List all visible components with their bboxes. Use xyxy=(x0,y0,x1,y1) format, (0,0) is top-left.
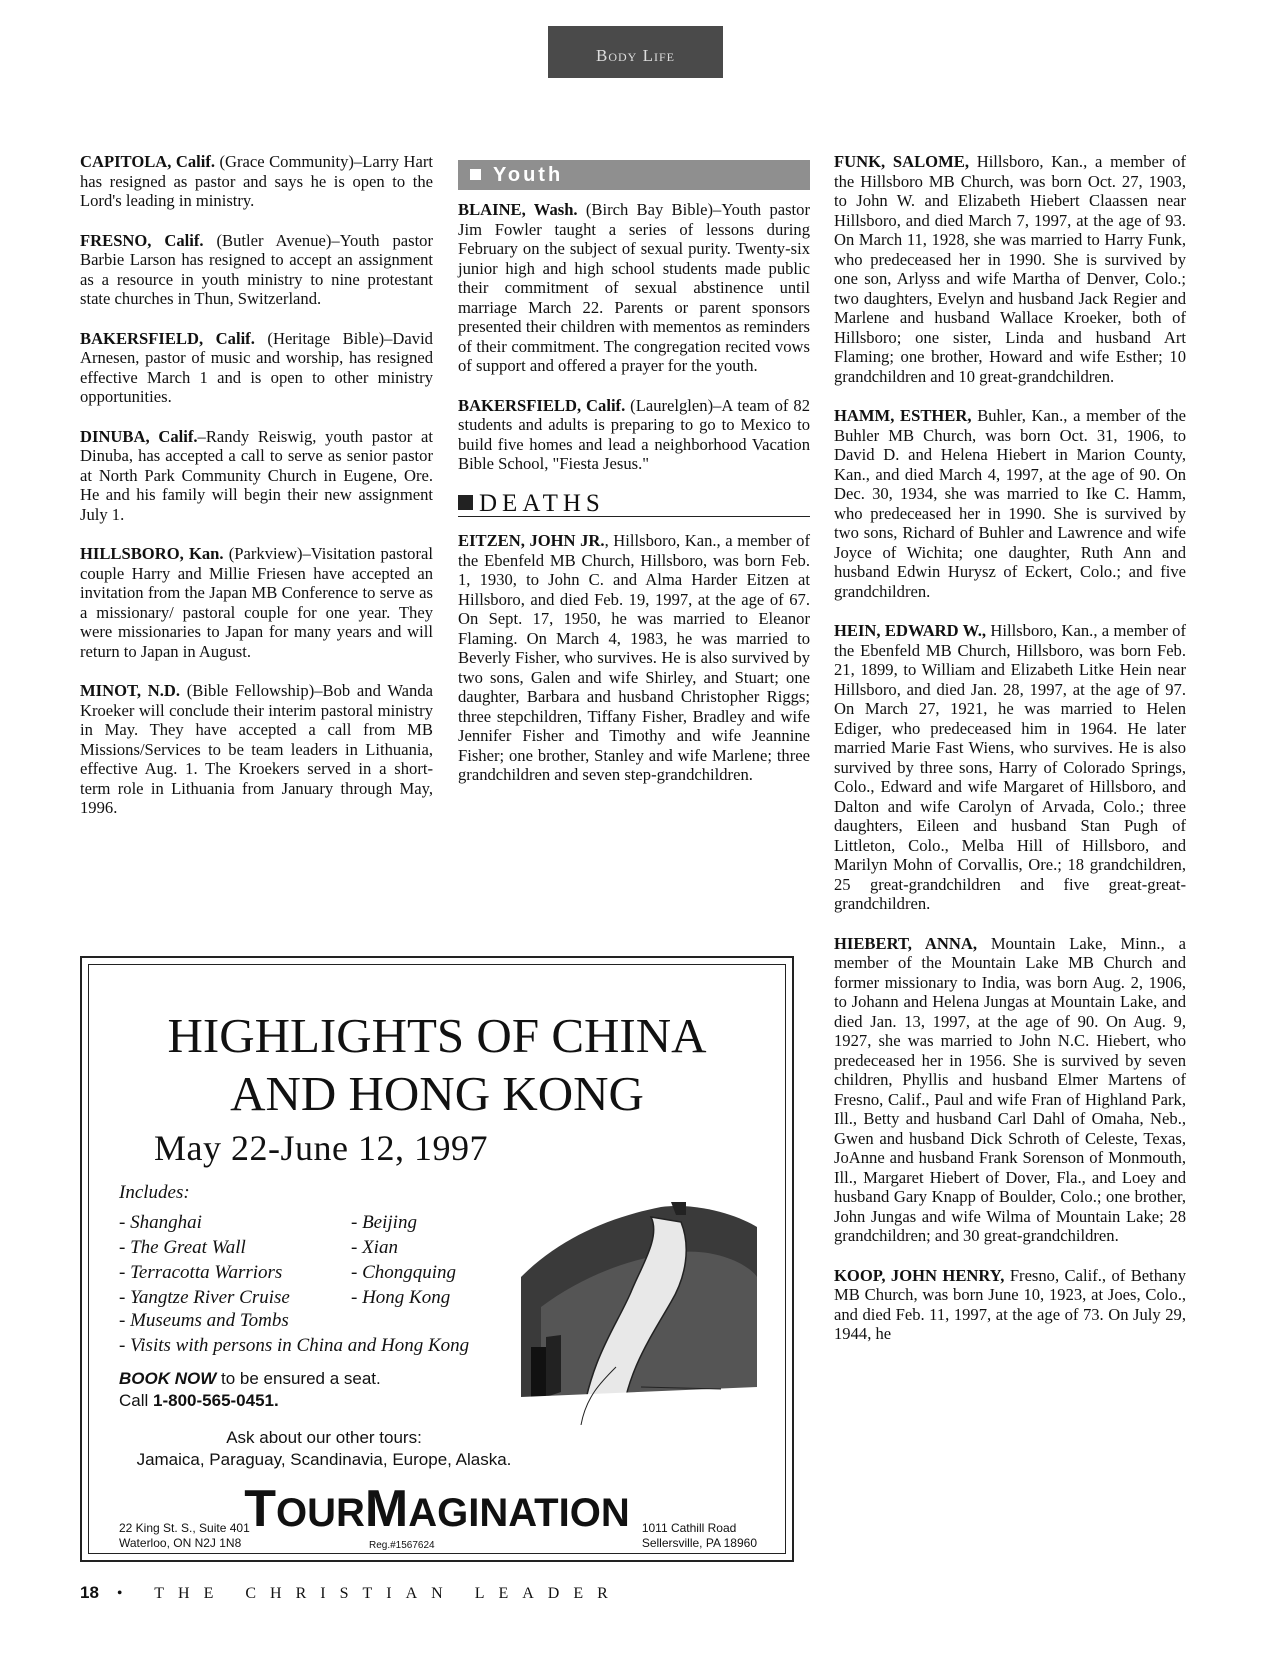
ad-list-item: - Museums and Tombs xyxy=(119,1310,289,1331)
item-text: Buhler, Kan., a member of the Buhler MB Church, was born Oct. 31, 1906, to David D. and Helena Hiebert in Marion County, Kan., and died March 4, 1997, at the age of 90. On Dec. 30, 1934, she was married to Ike C. Hamm, who predeceased her in 1990. She is survived by two sons, Richard of Buhler and Lawrence and wife Joyce of Wichita; one daughter, Ruth Ann and husband Edwin Hurysz of Eckert, Colo.; and five grandchildren. xyxy=(834,406,1186,601)
address-line: 22 King St. S., Suite 401 xyxy=(119,1521,250,1535)
item-text: (Laurelglen)–A team of 82 students and adults is preparing to go to Mexico to build five homes and lead a neighborhood Vacation Bible School, "Fiesta Jesus." xyxy=(458,395,810,473)
book-now-text: BOOK NOW xyxy=(119,1369,217,1388)
logo-letter: T xyxy=(244,1480,277,1538)
ad-list-right xyxy=(351,1210,456,1310)
column-one xyxy=(80,152,433,838)
item-text: Hillsboro, Kan., a member of the Ebenfeld MB Church, Hillsboro, was born Feb. 21, 1899, to William and Elizabeth Litke Hein near Hillsboro, and died Jan. 28, 1997, at the age of 97. On March 27, 1921, he was married to Helen Ediger, who predeceased him in 1964. He later married Marie Fast Wiens, who survives. He is also survived by three sons, Harry of Colorado Springs, Colo., Edward and wife Margaret of Hillsboro, and Dalton and wife Carolyn of Arvada, Colo.; three daughters, Eileen and husband Stan Pugh of Littleton, Colo., Melba Hill of Hillsboro, and Marilyn Mohn of Corvallis, Ore.; 18 grandchildren, 25 great-grandchildren and five great-great-grandchildren. xyxy=(834,621,1187,913)
logo-text: OUR xyxy=(276,1491,365,1535)
page-number: 18 xyxy=(80,1583,99,1602)
deaths-section-header xyxy=(458,489,810,518)
news-item xyxy=(458,200,810,376)
phone-end: . xyxy=(274,1391,279,1410)
news-item xyxy=(458,531,810,785)
ad-inner-border xyxy=(88,964,786,1554)
ad-list-item: - Beijing xyxy=(351,1212,417,1233)
item-lead: HAMM, ESTHER, xyxy=(834,406,972,425)
logo-text: AGINATION xyxy=(408,1491,630,1535)
item-text: (Birch Bay Bible)–Youth pastor Jim Fowler taught a series of lessons during February on the subject of sexual purity. Twenty-six junior high and high school students made public their commitment of sexual abstinence until marriage March 22. Parents or parent sponsors presented their children with mementos as reminders of their commitment. The congregation recited vows of support and offered a prayer for the youth. xyxy=(458,200,810,375)
youth-heading: Youth xyxy=(493,164,564,186)
item-text: Hillsboro, Kan., a member of the Hillsboro MB Church, was born Oct. 27, 1903, to John W. and Elizabeth Hiebert Claassen near Hillsboro, and died March 7, 1997, at the age of 93. On March 11, 1928, she was married to Harry Funk, who predeceased her in 1990. She is survived by one son, Arlyss and wife Martha of Denver, Colo.; two daughters, Evelyn and husband Jack Regier and Marlene and husband Wallace Kroeker, both of Hillsboro; one sister, Linda and husband Art Flaming; one brother, Howard and wife Esther; 10 grandchildren and 10 great-grandchildren. xyxy=(834,152,1187,386)
address-line: Waterloo, ON N2J 1N8 xyxy=(119,1536,242,1550)
publication-name: THE CHRISTIAN LEADER xyxy=(154,1585,622,1602)
ad-dates: May 22-June 12, 1997 xyxy=(154,1128,488,1168)
ad-list-item: - Visits with persons in China and Hong Kong xyxy=(119,1335,470,1356)
address-line: 1011 Cathill Road xyxy=(641,1521,737,1535)
deaths-heading: DEATHS xyxy=(479,489,605,517)
item-lead: EITZEN, JOHN JR. xyxy=(458,531,605,550)
item-lead: MINOT, N.D. xyxy=(80,681,180,700)
item-text: –Randy Reiswig, youth pastor at Dinuba, has accepted a call to serve as senior pastor at North Park Community Church in Eugene, Ore. He and his family will begin their new assignment July 1. xyxy=(80,426,433,524)
address-usa xyxy=(642,1521,757,1551)
news-item xyxy=(80,152,433,211)
page-footer xyxy=(80,1583,622,1603)
item-lead: HILLSBORO, Kan. xyxy=(80,544,224,563)
news-item xyxy=(834,152,1186,386)
news-item xyxy=(80,544,433,661)
square-bullet-icon xyxy=(458,495,473,510)
youth-items xyxy=(458,200,810,474)
ad-booking xyxy=(119,1368,381,1412)
tour-advertisement xyxy=(80,956,794,1562)
ad-list-left xyxy=(119,1210,290,1310)
call-label: Call xyxy=(119,1391,154,1410)
ad-list-item: - Hong Kong xyxy=(351,1287,451,1308)
news-item xyxy=(80,427,433,525)
item-text: , Hillsboro, Kan., a member of the Ebenfeld MB Church, Hillsboro, was born Feb. 1, 1930, to John C. and Alma Harder Eitzen at Hillsboro, and died Feb. 19, 1997, at the age of 67. On Sept. 17, 1950, he was married to Eleanor Flaming. On March 4, 1983, he was married to Beverly Fisher, who survives. He is also survived by two sons, Galen and wife Shirley, and Stuart; one daughter, Barbara and husband Christopher Riggs; three stepchildren, Tiffany Fisher, Bradley and wife Jennifer Fisher and Timothy and wife Jeannine Fisher; one brother, Stanley and wife Marlene; three grandchildren and seven step-grandchildren. xyxy=(458,531,810,784)
ad-includes-label: Includes: xyxy=(119,1182,190,1203)
news-item xyxy=(834,406,1186,601)
logo-letter: M xyxy=(364,1480,409,1538)
youth-section-header xyxy=(458,160,810,190)
item-lead: BAKERSFIELD, Calif. xyxy=(458,395,626,415)
news-item xyxy=(80,681,433,818)
news-item xyxy=(834,934,1186,1246)
news-item xyxy=(834,1266,1186,1344)
news-item xyxy=(834,621,1186,914)
ad-list-item: - The Great Wall xyxy=(119,1237,246,1258)
registration-number: Reg.#1567624 xyxy=(369,1540,435,1551)
item-lead: CAPITOLA, Calif. xyxy=(80,152,216,171)
item-lead: HIEBERT, ANNA, xyxy=(834,933,977,953)
item-text: Mountain Lake, Minn., a member of the Mountain Lake MB Church and former missionary to India, was born Aug. 2, 1906, to Johann and Helena Jungas at Mountain Lake, and died Jan. 13, 1997, at the age of 90. On Aug. 9, 1927, she was married to John N.C. Hiebert, who predeceased her in 1956. She is survived by seven children, Phyllis and husband Elmer Martens of Fresno, Calif., Paul and wife Fran of Highland Park, Ill., Betty and husband Carl Dahl of Omaha, Neb., Gwen and husband Dick Schroth of Celeste, Texas, JoAnne and husband Frank Sorenson of Monmouth, Ill., Margaret Hiebert of Dover, Fla., and Loey and husband Gary Knapp of Boulder, Colo.; one brother, John Jungas and wife Wilma of Mountain Lake; 28 grandchildren; and 30 great-grandchildren. xyxy=(834,933,1186,1245)
item-lead: BLAINE, Wash. xyxy=(458,200,578,219)
news-item xyxy=(80,231,433,309)
ask-text: Ask about our other tours: xyxy=(226,1428,422,1447)
tours-list: Jamaica, Paraguay, Scandinavia, Europe, Alaska. xyxy=(136,1450,512,1469)
item-lead: DINUBA, Calif. xyxy=(80,426,198,446)
ad-title-line-1: HIGHLIGHTS OF CHINA xyxy=(167,1008,707,1063)
great-wall-image xyxy=(521,1197,757,1425)
item-text: (Butler Avenue)–Youth pastor Barbie Larson has resigned to accept an assignment as a resource in youth ministry to nine protestant state churches in Thun, Switzerland. xyxy=(80,230,433,308)
ad-list-item: - Chongquing xyxy=(351,1262,457,1283)
news-item xyxy=(80,329,433,407)
item-text: Fresno, Calif., of Bethany MB Church, was born June 10, 1923, at Joes, Colo., and died Feb. 11, 1997, at the age of 73. On July 29, 1944, he xyxy=(834,1265,1186,1343)
item-lead: BAKERSFIELD, Calif. xyxy=(80,328,255,348)
ad-list-item: - Xian xyxy=(351,1237,398,1258)
ad-title-line-2: AND HONG KONG xyxy=(230,1066,644,1121)
ad-list-item: - Shanghai xyxy=(119,1212,202,1233)
item-lead: FUNK, SALOME, xyxy=(834,152,969,171)
address-canada xyxy=(119,1521,250,1551)
item-lead: FRESNO, Calif. xyxy=(80,230,204,250)
news-item xyxy=(458,396,810,474)
ad-other-tours xyxy=(119,1427,529,1471)
section-header-tab xyxy=(548,26,723,78)
book-now-rest: to be ensured a seat. xyxy=(216,1369,381,1388)
item-lead: KOOP, JOHN HENRY, xyxy=(834,1265,1005,1285)
deaths-items-col2 xyxy=(458,531,810,785)
ad-title xyxy=(89,1007,785,1123)
section-title: Body Life xyxy=(596,46,675,65)
item-lead: HEIN, EDWARD W., xyxy=(834,621,987,640)
ad-list-item: - Yangtze River Cruise xyxy=(119,1287,290,1308)
column-three xyxy=(834,152,1186,1364)
phone-number: 1-800-565-0451 xyxy=(153,1391,274,1410)
item-text: (Bible Fellowship)–Bob and Wanda Kroeker will conclude their interim pastoral ministry in May. They have accepted a call from MB Missions/Services to be team leaders in Lithuania, effective Aug. 1. The Kroekers served in a short-term role in Lithuania from January through May, 1996. xyxy=(80,681,433,817)
footer-bullet: • xyxy=(116,1585,137,1602)
square-bullet-icon xyxy=(470,169,481,180)
address-line: Sellersville, PA 18960 xyxy=(641,1536,757,1550)
item-text: (Grace Community)–Larry Hart has resigned as pastor and says he is open to the Lord's leading in ministry. xyxy=(80,152,433,210)
ad-list-item: - Terracotta Warriors xyxy=(119,1262,283,1283)
item-text: (Heritage Bible)–David Arnesen, pastor of music and worship, has resigned effective March 1 and is open to other ministry opportunities. xyxy=(80,328,433,406)
column-two xyxy=(458,160,810,805)
item-text: (Parkview)–Visitation pastoral couple Harry and Millie Friesen have accepted an invitation from the Japan MB Conference to serve as a missionary/ pastoral couple for one year. They were missionaries to Japan for many years and will return to Japan in August. xyxy=(80,544,433,661)
